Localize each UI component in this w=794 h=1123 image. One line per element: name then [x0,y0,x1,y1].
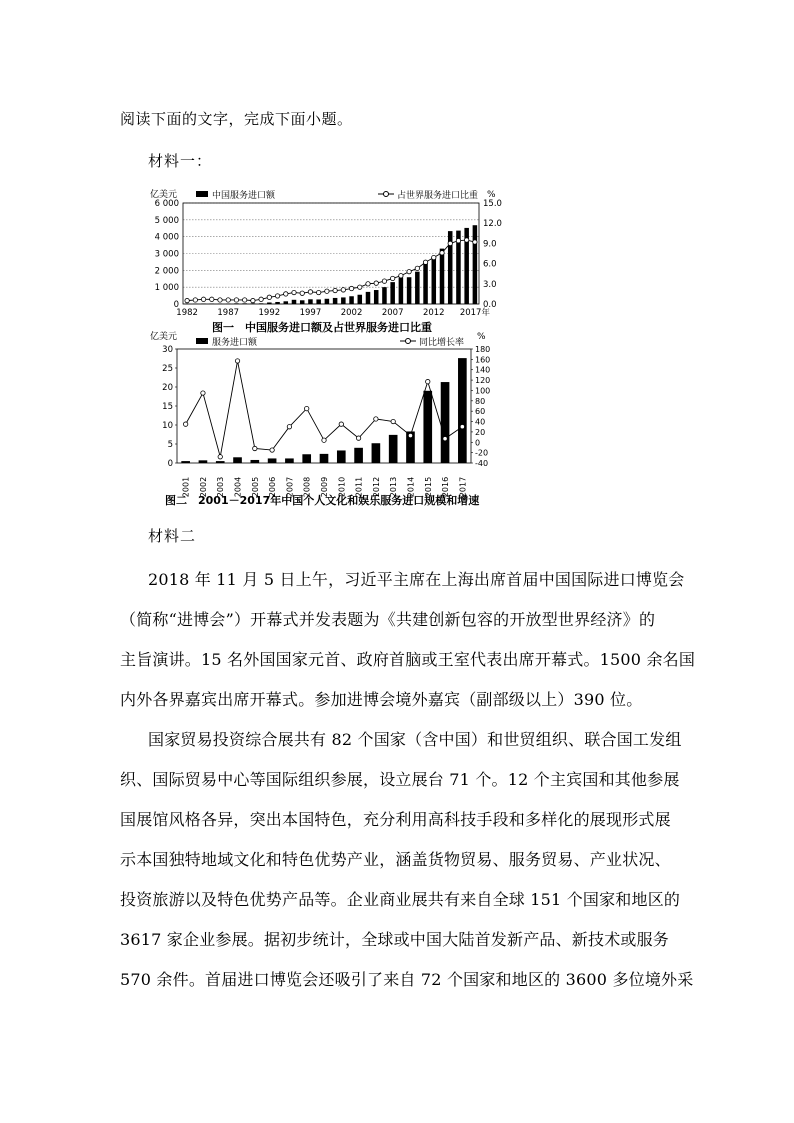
fig1-left-tick: 6 000 [154,199,179,209]
fig2-right-tick: 160 [475,355,491,365]
fig2-growth-point [235,359,239,363]
fig2-right-tick: 40 [475,417,486,427]
fig1-x-tick: 2007 [381,308,404,318]
fig1-bar [366,292,371,304]
fig1-share-point [267,295,271,299]
fig1-bar [399,277,404,304]
fig2-x-tick: 2002 [198,476,208,498]
fig2-legend-bar-swatch [196,338,208,344]
fig2-growth-point [460,425,464,429]
text-line: 2018 年 11 月 5 日上午，习近平主席在上海出席首届中国国际进口博览会 [148,570,685,589]
fig1-share-point [300,291,304,295]
fig2-left-tick: 15 [162,402,173,412]
fig2-bar [441,382,450,463]
text-line: 570 余件。首届进口博览会还吸引了来自 72 个国家和地区的 3600 多位境外采 [120,970,694,989]
material2-paragraph-1 [120,560,696,720]
fig2-bar [302,454,311,463]
fig2-right-tick: 120 [475,376,491,386]
fig1-right-unit: % [487,190,496,200]
fig1-share-point [423,260,427,264]
fig2-left-tick: 5 [167,440,173,450]
text-line: （简称“进博会”）开幕式并发表题为《共建创新包容的开放型世界经济》的 [120,610,656,629]
fig1-share-point [292,290,296,294]
fig1-right-tick: 6.0 [483,259,497,270]
fig1-legend-line-marker [384,192,389,197]
fig2-bar [268,458,277,463]
fig1-left-tick: 0 [173,300,179,310]
fig1-legend-bar-swatch [196,191,208,197]
fig2-x-tick: 2013 [389,476,399,498]
fig2-right-unit: % [477,332,486,342]
fig2-growth-point [443,436,447,440]
fig2-bar [285,458,294,463]
fig2-right-tick: 180 [475,345,491,354]
fig1-share-point [234,298,238,302]
fig1-x-tick: 2002 [340,308,363,318]
text-line: 3617 家企业参展。据初步统计，全球或中国大陆首发新产品、新技术或服务 [120,930,670,949]
fig1-share-point [448,241,452,245]
fig2-growth-point [322,438,326,442]
fig1-bar [382,287,387,304]
fig2-x-tick: 2016 [441,476,451,498]
fig1-share-point [341,288,345,292]
fig2-right-tick: 60 [475,407,486,417]
fig1-bar [251,303,256,304]
fig2-growth-point [287,425,291,429]
fig1-share-point [366,282,370,286]
fig2-legend-line-marker [406,339,411,344]
fig1-share-point [308,290,312,294]
fig2-bar [320,454,329,463]
fig1-bar [423,262,428,304]
fig1-right-tick: 12.0 [483,219,502,230]
fig1-share-point [407,269,411,273]
fig2-bar [389,435,398,463]
fig1-share-point [473,240,477,244]
fig1-bar [267,302,272,304]
material1-heading: 材料一： [148,152,213,170]
fig2-bar [199,460,208,463]
fig1-bar [333,298,338,304]
fig1-share-point [432,255,436,259]
fig2-right-tick: 100 [475,386,491,396]
intro-text: 阅读下面的文字，完成下面小题。 [120,110,353,128]
fig1-share-point [226,298,230,302]
fig1-bar [226,303,231,304]
fig1-right-tick: 15.0 [483,199,502,209]
text-line: 主旨演讲。15 名外国国家元首、政府首脑或王室代表出席开幕式。1500 余名国 [120,650,696,669]
fig1-share-point [251,298,255,302]
fig1-bar [374,290,379,304]
fig2-x-tick: 2014 [406,476,416,498]
fig2-left-tick: 0 [167,459,173,469]
fig1-bar [210,303,215,304]
fig2-x-tick: 2015 [423,476,433,498]
fig2-bar [181,461,190,463]
text-line: 织、国际贸易中心等国际组织参展，设立展台 71 个。12 个主宾国和其他参展 [120,770,680,789]
figure-charts [0,0,794,520]
fig1-x-tick: 1982 [176,308,198,318]
fig1-bar [325,299,330,304]
fig1-bar [415,272,420,304]
fig1-left-unit: 亿美元 [150,190,178,200]
fig1-share-point [399,274,403,278]
fig2-growth-point [339,422,343,426]
fig1-right-tick: 9.0 [483,239,497,250]
fig1-left-tick: 5 000 [154,215,179,226]
fig2-bar [216,461,225,463]
fig1-share-point [358,285,362,289]
fig2-left-tick: 25 [162,364,173,374]
fig1-bar [432,257,437,304]
fig2-x-tick: 2007 [285,476,295,498]
fig2-growth-point [374,417,378,421]
fig1-share-point [185,298,189,302]
fig1-share-point [382,279,386,283]
fig1-share-point [218,298,222,302]
fig2-left-tick: 10 [162,421,173,431]
fig1-x-tick: 1987 [217,308,240,318]
fig1-share-point [316,290,320,294]
fig1-right-tick: 0.0 [483,300,497,310]
fig1-x-tick: 2012 [422,308,445,318]
fig2-x-tick: 2011 [354,476,364,498]
fig2-growth-point [201,391,205,395]
fig1-share-point [415,266,419,270]
fig2-left-unit: 亿美元 [150,332,178,342]
fig2-bar [251,460,260,463]
fig2-growth-point [391,419,395,423]
text-line: 示本国独特地域文化和特色优势产业，涵盖货物贸易、服务贸易、产业状况、 [120,850,671,869]
fig1-x-tick: 1997 [299,308,322,318]
fig2-x-tick: 2003 [216,476,226,498]
fig1-share-point [193,298,197,302]
fig1-share-point [201,297,205,301]
fig2-x-tick: 2006 [268,476,278,498]
fig1-left-tick: 3 000 [154,249,179,260]
fig1-bar [201,303,206,304]
fig2-bar [354,448,363,463]
fig1-share-point [284,292,288,296]
fig2-right-tick: 80 [475,396,486,406]
fig1-share-point [349,286,353,290]
fig1-bar [242,303,247,304]
fig1-caption: 图一 中国服务进口额及占世界服务进口比重 [212,321,432,334]
text-line: 投资旅游以及特色优势产品等。企业商业展共有来自全球 151 个国家和地区的 [120,890,681,909]
fig2-left-tick: 20 [162,383,173,393]
fig1-bar [292,300,297,304]
fig1-bar [358,295,363,304]
fig1-share-point [464,238,468,242]
fig1-left-tick: 2 000 [154,266,179,277]
fig1-left-tick: 1 000 [154,283,179,294]
fig1-right-tick: 3.0 [483,279,497,290]
fig2-growth-point [183,422,187,426]
fig2-bar [233,457,242,463]
fig2-right-tick: -20 [475,448,489,458]
fig2-growth-point [356,436,360,440]
fig2-left-tick: 30 [162,345,173,355]
fig1-bar [407,277,412,304]
fig1-share-point [333,288,337,292]
fig1-bar [300,300,305,304]
text-line: 内外各界嘉宾出席开幕式。参加进博会境外嘉宾（副部级以上）390 位。 [120,690,643,709]
fig1-bar [349,296,354,304]
fig2-bar [337,450,346,463]
text-line: 国展馆风格各异，突出本国特色，充分利用高科技手段和多样化的展现形式展 [120,810,671,829]
fig1-x-tick: 2017年 [459,308,490,318]
fig1-share-point [325,289,329,293]
fig2-x-tick: 2001 [181,476,191,498]
fig1-share-point [210,297,214,301]
fig2-caption: 图二 2001－2017年中国个人文化和娱乐服务进口规模和增速 [165,494,480,507]
fig2-right-tick: 20 [475,427,486,437]
fig2-growth-point [270,448,274,452]
fig1-share-point [374,281,378,285]
text-line: 国家贸易投资综合展共有 82 个国家（含中国）和世贸组织、联合国工发组 [148,730,682,749]
fig1-bar [284,301,289,304]
fig1-bar [259,303,264,304]
fig1-bar [473,225,478,304]
fig1-bar [234,303,239,304]
fig2-growth-point [408,433,412,437]
fig1-bar [218,303,223,304]
fig1-x-tick: 1992 [258,308,281,318]
fig2-right-tick: -40 [475,459,489,468]
fig2-legend-line: 同比增长率 [419,338,465,348]
fig2-growth-point [426,379,430,383]
fig2-x-tick: 2004 [233,476,243,498]
fig1-share-point [390,276,394,280]
fig2-x-tick: 2017 [458,476,468,498]
fig2-x-tick: 2010 [337,476,347,498]
fig1-bar [275,302,280,304]
fig2-legend-bar: 服务进口额 [212,338,258,348]
fig2-x-tick: 2008 [302,476,312,498]
fig2-growth-point [305,406,309,410]
fig2-x-tick: 2012 [371,476,381,498]
fig1-share-point [259,297,263,301]
fig1-bar [316,299,321,304]
fig2-right-tick: 0 [475,438,481,448]
material2-heading: 材料二 [148,527,197,545]
fig1-share-point [242,298,246,302]
fig1-share-point [440,251,444,255]
fig1-bar [440,249,445,304]
material2-paragraph-2 [120,720,694,1000]
fig2-growth-point [253,446,257,450]
fig1-share-point [275,294,279,298]
fig2-growth-point [218,455,222,459]
fig1-bar [308,299,313,304]
fig2-bar [458,358,467,463]
fig1-share-point [456,239,460,243]
fig1-bar [390,282,395,304]
fig1-left-tick: 4 000 [154,232,179,243]
fig2-bar [372,443,381,463]
fig2-right-tick: 140 [475,365,491,375]
fig1-bar [341,297,346,304]
fig1-legend-line: 占世界服务进口比重 [397,191,479,201]
fig2-x-tick: 2009 [320,476,329,498]
fig1-legend-bar: 中国服务进口额 [212,191,276,201]
fig2-bar [423,391,432,463]
fig2-x-tick: 2005 [250,476,260,498]
